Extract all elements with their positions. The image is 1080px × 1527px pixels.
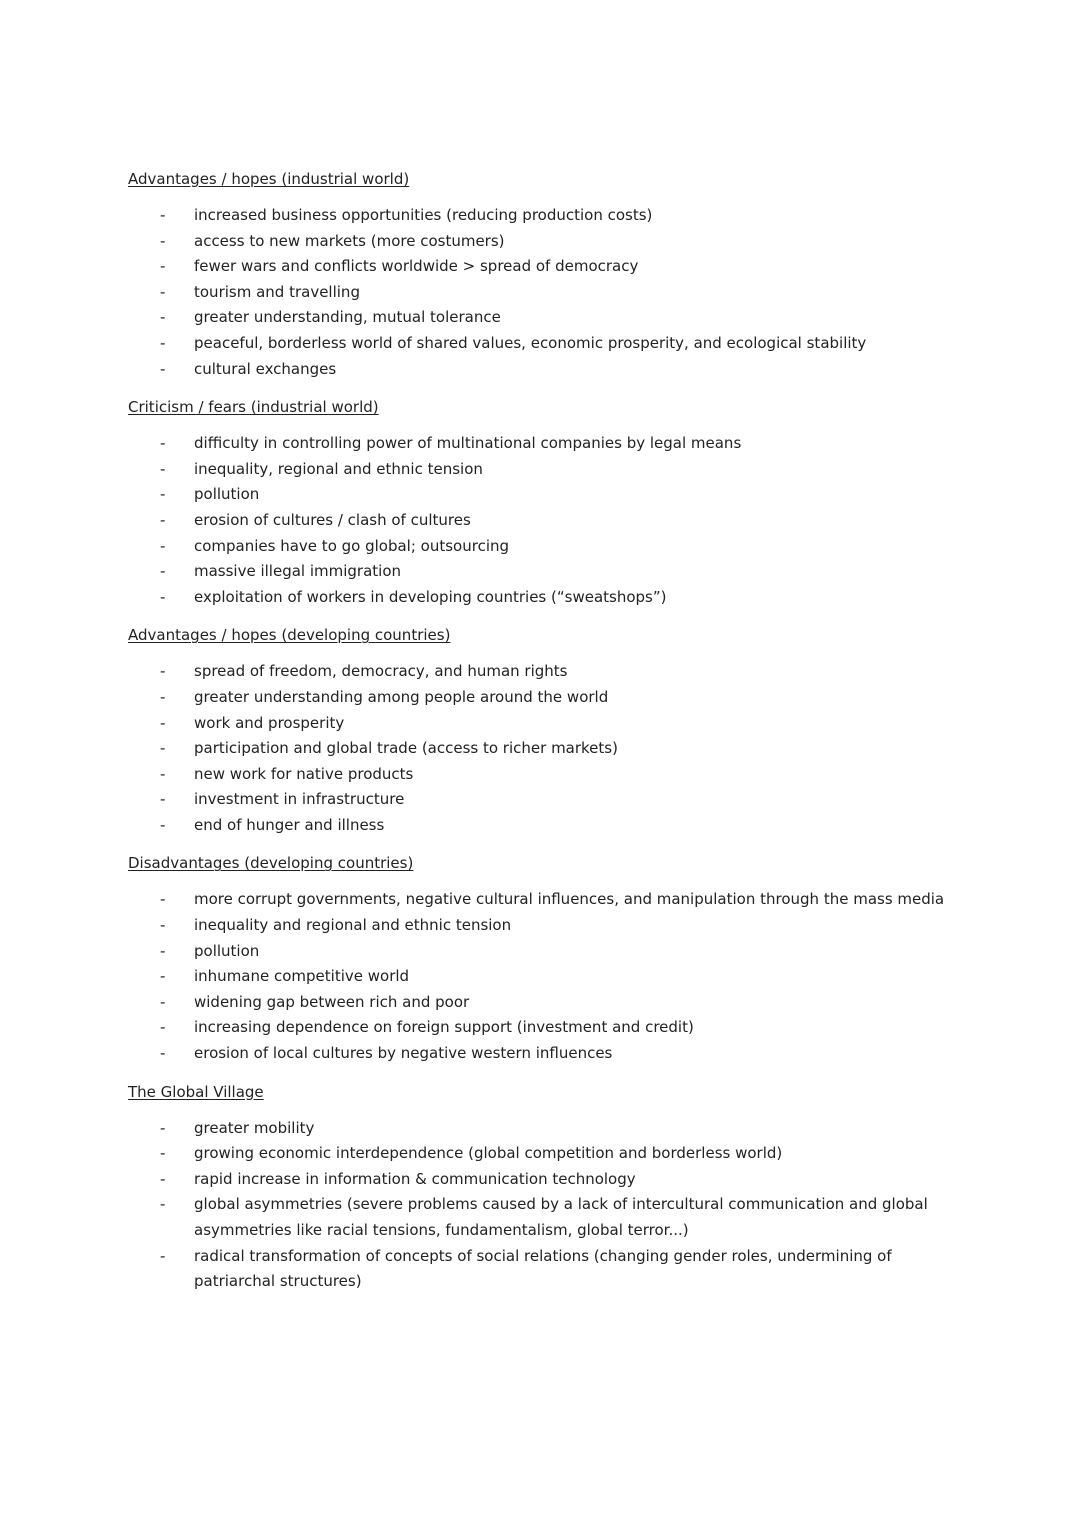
list-item — [128, 254, 968, 280]
list-item — [128, 559, 968, 585]
list-item-text: companies have to go global; outsourcing — [194, 536, 510, 555]
dash-bullet: - — [160, 815, 166, 834]
dash-bullet: - — [160, 562, 166, 581]
dash-bullet: - — [160, 231, 166, 250]
list-item — [128, 990, 968, 1016]
list-item-text: widening gap between rich and poor — [194, 992, 470, 1011]
dash-bullet: - — [160, 1246, 166, 1265]
list-item-text: spread of freedom, democracy, and human rights — [194, 662, 568, 681]
list-item — [128, 964, 968, 990]
dash-bullet: - — [160, 485, 166, 504]
list-item — [128, 762, 968, 788]
list-item — [128, 813, 968, 839]
list-item-text: rapid increase in information & communication technology — [194, 1169, 636, 1188]
list-item — [128, 280, 968, 306]
list-item-text: tourism and travelling — [194, 282, 360, 301]
list-item — [128, 685, 968, 711]
list-item-text: global asymmetries (severe problems caused by a lack of intercultural communication and global asymmetries like racial tensions, fundamentalism, global terror...) — [194, 1195, 928, 1239]
dash-bullet: - — [160, 1118, 166, 1137]
list-item — [128, 203, 968, 229]
dash-bullet: - — [160, 713, 166, 732]
dash-bullet: - — [160, 687, 166, 706]
list-item — [128, 508, 968, 534]
list-item — [128, 357, 968, 383]
dash-bullet: - — [160, 967, 166, 986]
list-item-text: greater mobility — [194, 1118, 315, 1137]
section-advantages-industrial — [128, 168, 968, 382]
list-item-text: fewer wars and conflicts worldwide > spread of democracy — [194, 257, 639, 276]
dash-bullet: - — [160, 206, 166, 224]
dash-bullet: - — [160, 282, 166, 301]
dash-bullet: - — [160, 1195, 166, 1214]
dash-bullet: - — [160, 916, 166, 935]
dash-bullet: - — [160, 1169, 166, 1188]
list-item — [128, 534, 968, 560]
dash-bullet: - — [160, 992, 166, 1011]
list-item-text: exploitation of workers in developing countries (“sweatshops”) — [194, 587, 667, 606]
list-item — [128, 711, 968, 737]
list-item — [128, 887, 968, 913]
dash-bullet: - — [160, 1144, 166, 1163]
dash-bullet: - — [160, 510, 166, 529]
dash-bullet: - — [160, 1044, 166, 1063]
list-item — [128, 331, 968, 357]
dash-bullet: - — [160, 764, 166, 783]
dash-bullet: - — [160, 1018, 166, 1037]
list-item — [128, 787, 968, 813]
dash-bullet: - — [160, 308, 166, 327]
document-page — [128, 168, 968, 1309]
list-item-text: difficulty in controlling power of multinational companies by legal means — [194, 434, 742, 453]
list-item — [128, 913, 968, 939]
dash-bullet: - — [160, 333, 166, 352]
list-item-text: growing economic interdependence (global competition and borderless world) — [194, 1144, 783, 1163]
list-item — [128, 457, 968, 483]
list-item-text: inequality, regional and ethnic tension — [194, 459, 483, 478]
list-item-text: pollution — [194, 485, 260, 504]
list-item — [128, 585, 968, 611]
list-item — [128, 1141, 968, 1167]
list-item — [128, 229, 968, 255]
list-item-text: increasing dependence on foreign support (investment and credit) — [194, 1018, 694, 1037]
list-item — [128, 431, 968, 457]
dash-bullet: - — [160, 662, 166, 681]
list-item — [128, 482, 968, 508]
list-item — [128, 1167, 968, 1193]
dash-bullet: - — [160, 459, 166, 478]
list-item-text: inhumane competitive world — [194, 967, 410, 986]
dash-bullet: - — [160, 434, 166, 453]
dash-bullet: - — [160, 536, 166, 555]
section-heading: Advantages / hopes (developing countries) — [128, 626, 451, 645]
list-item-text: participation and global trade (access to richer markets) — [194, 739, 618, 758]
list-item-text: access to new markets (more costumers) — [194, 231, 505, 250]
bullet-list — [128, 1116, 968, 1295]
dash-bullet: - — [160, 739, 166, 758]
list-item — [128, 1244, 968, 1295]
section-heading: The Global Village — [128, 1082, 264, 1101]
list-item — [128, 1041, 968, 1067]
list-item-text: erosion of local cultures by negative western influences — [194, 1044, 613, 1063]
list-item-text: massive illegal immigration — [194, 562, 402, 581]
list-item-text: end of hunger and illness — [194, 815, 385, 834]
list-item — [128, 1192, 968, 1243]
dash-bullet: - — [160, 941, 166, 960]
list-item — [128, 1015, 968, 1041]
section-heading: Criticism / fears (industrial world) — [128, 398, 379, 417]
list-item — [128, 305, 968, 331]
bullet-list — [128, 431, 968, 610]
list-item-text: greater understanding among people around the world — [194, 687, 609, 706]
list-item-text: radical transformation of concepts of social relations (changing gender roles, undermining of patriarchal structures) — [194, 1246, 892, 1291]
section-advantages-developing — [128, 624, 968, 838]
section-disadvantages-developing — [128, 852, 968, 1066]
section-criticism-industrial — [128, 396, 968, 610]
bullet-list — [128, 659, 968, 838]
list-item-text: greater understanding, mutual tolerance — [194, 308, 501, 327]
bullet-list — [128, 203, 968, 382]
list-item — [128, 1116, 968, 1142]
list-item-text: investment in infrastructure — [194, 790, 405, 809]
list-item-text: cultural exchanges — [194, 359, 337, 378]
list-item-text: erosion of cultures / clash of cultures — [194, 510, 471, 529]
list-item-text: more corrupt governments, negative cultural influences, and manipulation through the mass media — [194, 890, 945, 909]
section-heading: Disadvantages (developing countries) — [128, 854, 414, 873]
list-item-text: new work for native products — [194, 764, 414, 783]
list-item-text: peaceful, borderless world of shared values, economic prosperity, and ecological stability — [194, 333, 867, 352]
list-item-text: increased business opportunities (reducing production costs) — [194, 206, 653, 224]
list-item — [128, 939, 968, 965]
dash-bullet: - — [160, 790, 166, 809]
dash-bullet: - — [160, 587, 166, 606]
bullet-list — [128, 887, 968, 1066]
list-item-text: inequality and regional and ethnic tension — [194, 916, 512, 935]
list-item — [128, 736, 968, 762]
dash-bullet: - — [160, 257, 166, 276]
section-heading: Advantages / hopes (industrial world) — [128, 170, 410, 188]
dash-bullet: - — [160, 890, 166, 909]
section-global-village — [128, 1081, 968, 1295]
list-item — [128, 659, 968, 685]
list-item-text: pollution — [194, 941, 260, 960]
dash-bullet: - — [160, 359, 166, 378]
list-item-text: work and prosperity — [194, 713, 345, 732]
